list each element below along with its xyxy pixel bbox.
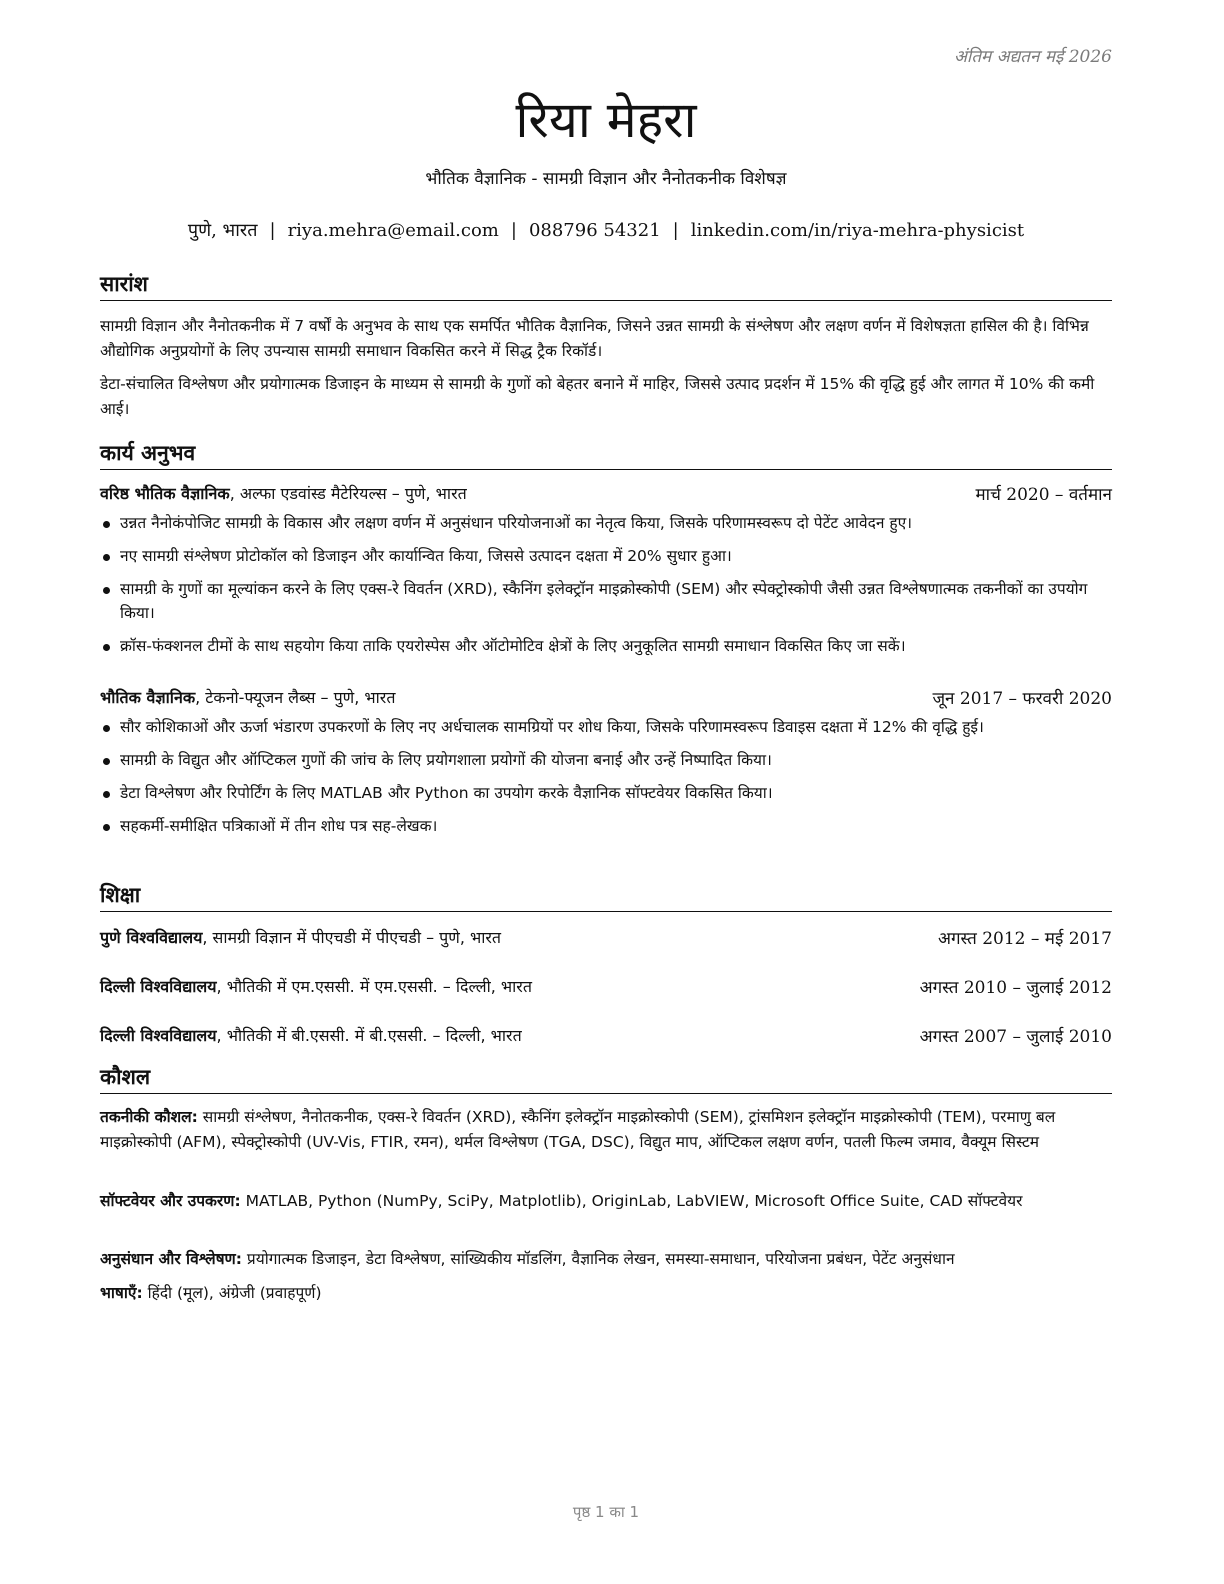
candidate-subtitle: भौतिक वैज्ञानिक - सामग्री विज्ञान और नैनोतकनीक विशेषज्ञ bbox=[425, 169, 787, 189]
summary-paragraph: सामग्री विज्ञान और नैनोतकनीक में 7 वर्षों के अनुभव के साथ एक समर्पित भौतिक वैज्ञानिक, जिसने उन्नत सामग्री के संश्लेषण और लक्षण वर्णन में विशेषज्ञता हासिल की है। विभिन्न औद्योगिक अनुप्रयोगों के लिए उपन्यास सामग्री समाधान विकसित करने में सिद्ध ट्रैक रिकॉर्ड। bbox=[100, 317, 1089, 360]
contact-separator: | bbox=[510, 220, 517, 241]
skill-text: हिंदी (मूल), अंग्रेजी (प्रवाहपूर्ण) bbox=[142, 1284, 322, 1302]
job-org: , टेकनो-फ्यूजन लैब्स – पुणे, भारत bbox=[195, 688, 396, 707]
job-header bbox=[100, 482, 1112, 508]
list-item: सहकर्मी-समीक्षित पत्रिकाओं में तीन शोध पत्र सह-लेखक। bbox=[100, 814, 1112, 838]
contact-line bbox=[100, 218, 1112, 242]
education-item bbox=[100, 926, 1112, 952]
education-dates: अगस्त 2010 – जुलाई 2012 bbox=[919, 978, 1112, 998]
section-title-skills: कौशल bbox=[100, 1063, 1112, 1094]
education-item bbox=[100, 975, 1112, 1001]
contact-email[interactable]: riya.mehra@email.com bbox=[287, 220, 499, 241]
skill-group bbox=[100, 1247, 1112, 1272]
list-item: डेटा विश्लेषण और रिपोर्टिंग के लिए MATLAB और Python का उपयोग करके वैज्ञानिक सॉफ्टवेयर विकसित किया। bbox=[100, 781, 1112, 805]
education-item bbox=[100, 1024, 1112, 1050]
job-org: , अल्फा एडवांस्ड मैटेरियल्स – पुणे, भारत bbox=[229, 484, 467, 503]
list-item: सामग्री के विद्युत और ऑप्टिकल गुणों की जांच के लिए प्रयोगशाला प्रयोगों की योजना बनाई और उन्हें निष्पादित किया। bbox=[100, 748, 1112, 772]
summary-paragraph: डेटा-संचालित विश्लेषण और प्रयोगात्मक डिजाइन के माध्यम से सामग्री के गुणों को बेहतर बनाने में माहिर, जिससे उत्पाद प्रदर्शन में 15% की वृद्धि हुई और लागत में 10% की कमी आई। bbox=[100, 375, 1095, 418]
skill-group bbox=[100, 1105, 1112, 1155]
education-dates: अगस्त 2007 – जुलाई 2010 bbox=[919, 1027, 1112, 1047]
resume-page bbox=[100, 0, 1112, 1584]
page-number: पृष्ठ 1 का 1 bbox=[572, 1503, 640, 1521]
skill-text: MATLAB, Python (NumPy, SciPy, Matplotlib), OriginLab, LabVIEW, Microsoft Office Suite, CAD सॉफ्टवेयर bbox=[240, 1192, 1023, 1210]
education-school: दिल्ली विश्वविद्यालय bbox=[100, 977, 217, 996]
education-detail: , भौतिकी में बी.एससी. में बी.एससी. – दिल्ली, भारत bbox=[216, 1026, 522, 1045]
last-updated: अंतिम अद्यतन मई 2026 bbox=[953, 47, 1112, 67]
education-detail: , सामग्री विज्ञान में पीएचडी में पीएचडी – पुणे, भारत bbox=[202, 928, 502, 947]
contact-linkedin[interactable]: linkedin.com/in/riya-mehra-physicist bbox=[690, 220, 1025, 241]
job-bullets bbox=[100, 511, 1112, 667]
skill-label: तकनीकी कौशल: bbox=[100, 1108, 198, 1126]
contact-separator: | bbox=[672, 220, 679, 241]
list-item: क्रॉस-फंक्शनल टीमों के साथ सहयोग किया ताकि एयरोस्पेस और ऑटोमोटिव क्षेत्रों के लिए अनुकूलित सामग्री समाधान विकसित किए जा सकें। bbox=[100, 634, 1112, 658]
section-title-experience: कार्य अनुभव bbox=[100, 439, 1112, 470]
job-header bbox=[100, 686, 1112, 712]
skill-label: अनुसंधान और विश्लेषण: bbox=[100, 1250, 242, 1268]
education-school: दिल्ली विश्वविद्यालय bbox=[100, 1026, 217, 1045]
education-school: पुणे विश्वविद्यालय bbox=[100, 928, 203, 947]
education-detail: , भौतिकी में एम.एससी. में एम.एससी. – दिल्ली, भारत bbox=[216, 977, 532, 996]
skill-group bbox=[100, 1281, 1112, 1306]
contact-separator: | bbox=[269, 220, 276, 241]
education-dates: अगस्त 2012 – मई 2017 bbox=[937, 929, 1112, 949]
list-item: नए सामग्री संश्लेषण प्रोटोकॉल को डिजाइन और कार्यान्वित किया, जिससे उत्पादन दक्षता में 20% सुधार हुआ। bbox=[100, 544, 1112, 568]
skill-group bbox=[100, 1189, 1112, 1214]
job-role: वरिष्ठ भौतिक वैज्ञानिक bbox=[100, 484, 230, 503]
skill-text: सामग्री संश्लेषण, नैनोतकनीक, एक्स-रे विवर्तन (XRD), स्कैनिंग इलेक्ट्रॉन माइक्रोस्कोपी (SEM), ट्रांसमिशन इलेक्ट्रॉन माइक्रोस्कोपी (TEM), परमाणु बल माइक्रोस्कोपी (AFM), स्पेक्ट्रोस्कोपी (UV-Vis, FTIR, रमन), थर्मल विश्लेषण (TGA, DSC), विद्युत माप, ऑप्टिकल लक्षण वर्णन, पतली फिल्म जमाव, वैक्यूम सिस्टम bbox=[100, 1108, 1056, 1151]
list-item: उन्नत नैनोकंपोजिट सामग्री के विकास और लक्षण वर्णन में अनुसंधान परियोजनाओं का नेतृत्व किया, जिसके परिणामस्वरूप दो पेटेंट आवेदन हुए। bbox=[100, 511, 1112, 535]
job-dates: जून 2017 – फरवरी 2020 bbox=[932, 689, 1112, 709]
skill-label: सॉफ्टवेयर और उपकरण: bbox=[100, 1192, 241, 1210]
candidate-name: रिया मेहरा bbox=[515, 91, 697, 149]
job-role: भौतिक वैज्ञानिक bbox=[100, 688, 196, 707]
skill-label: भाषाएँ: bbox=[100, 1284, 143, 1302]
section-title-summary: सारांश bbox=[100, 270, 1112, 301]
list-item: सौर कोशिकाओं और ऊर्जा भंडारण उपकरणों के लिए नए अर्धचालक सामग्रियों पर शोध किया, जिसके परिणामस्वरूप डिवाइस दक्षता में 12% की वृद्धि हुई। bbox=[100, 715, 1112, 739]
section-title-education: शिक्षा bbox=[100, 881, 1112, 912]
contact-phone: 088796 54321 bbox=[528, 220, 661, 241]
job-dates: मार्च 2020 – वर्तमान bbox=[975, 485, 1112, 505]
job-bullets bbox=[100, 715, 1112, 847]
list-item: सामग्री के गुणों का मूल्यांकन करने के लिए एक्स-रे विवर्तन (XRD), स्कैनिंग इलेक्ट्रॉन माइक्रोस्कोपी (SEM) और स्पेक्ट्रोस्कोपी जैसी उन्नत विश्लेषणात्मक तकनीकों का उपयोग किया। bbox=[100, 577, 1112, 625]
contact-location: पुणे, भारत bbox=[187, 220, 258, 241]
skill-text: प्रयोगात्मक डिजाइन, डेटा विश्लेषण, सांख्यिकीय मॉडलिंग, वैज्ञानिक लेखन, समस्या-समाधान, परियोजना प्रबंधन, पेटेंट अनुसंधान bbox=[241, 1250, 955, 1268]
